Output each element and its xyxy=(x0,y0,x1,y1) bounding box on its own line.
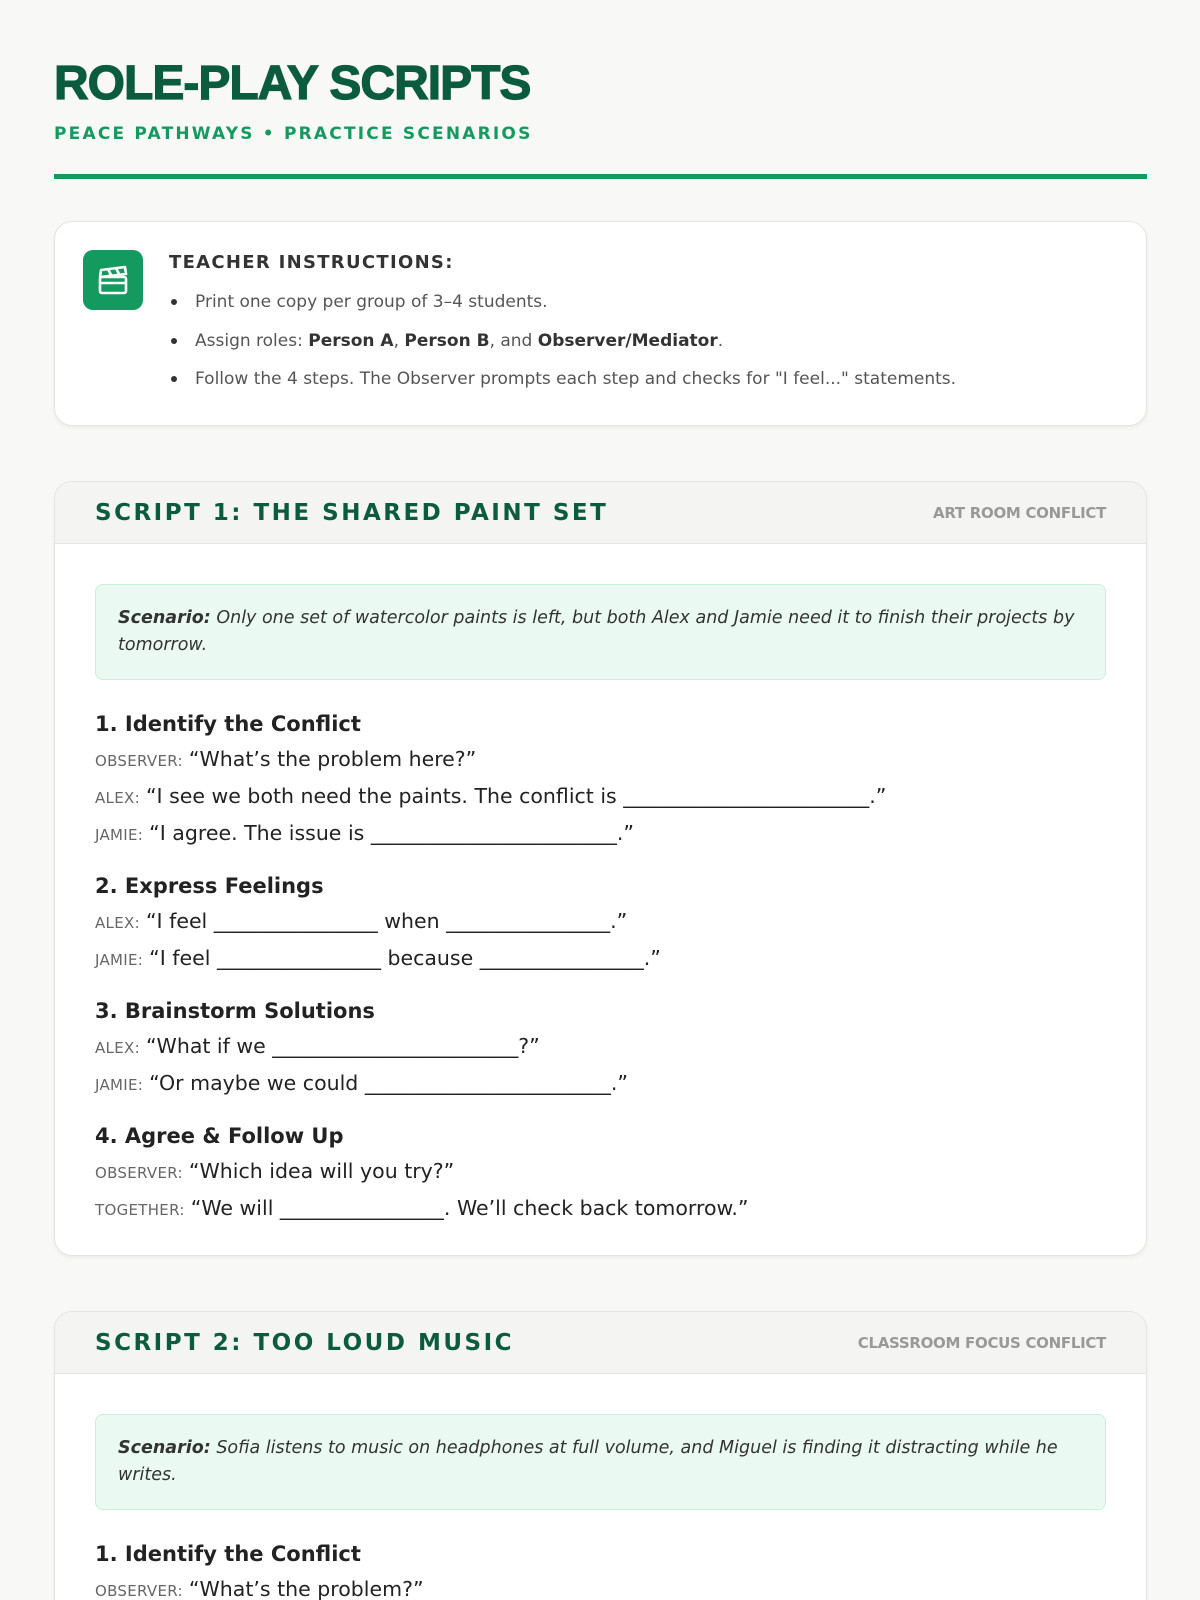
scenario-text: Sofia listens to music on headphones at full volume, and Miguel is finding it distracting while he writes. xyxy=(118,1438,1058,1485)
dialogue-text: “Which idea will you try?” xyxy=(188,1159,455,1183)
speaker-label: ALEX: xyxy=(95,1039,140,1057)
step xyxy=(95,997,1106,1103)
step xyxy=(95,1540,1106,1600)
dialogue-line xyxy=(95,742,1106,779)
teacher-instructions-card xyxy=(54,221,1147,426)
dialogue-text: “I feel ________________ when ________________.” xyxy=(145,909,628,933)
header-divider xyxy=(54,174,1147,179)
step-title: 1. Identify the Conflict xyxy=(95,712,361,736)
script-header xyxy=(55,482,1146,544)
role-person-b: Person B xyxy=(404,330,490,351)
instruction-item xyxy=(195,290,956,329)
step-title: 2. Express Feelings xyxy=(95,874,324,898)
speaker-label: OBSERVER: xyxy=(95,1164,183,1182)
role-observer: Observer/Mediator xyxy=(537,330,718,351)
clapperboard-icon xyxy=(83,250,143,310)
dialogue-text: “I see we both need the paints. The conflict is ________________________.” xyxy=(145,784,887,808)
step xyxy=(95,872,1106,978)
step xyxy=(95,1122,1106,1228)
script-title: SCRIPT 2: TOO LOUD MUSIC xyxy=(95,1329,515,1356)
speaker-label: JAMIE: xyxy=(95,826,144,844)
instruction-item xyxy=(195,367,956,406)
instruction-text: Follow the 4 steps. The Observer prompts each step and checks for "I feel..." statements. xyxy=(195,369,957,389)
scenario-label: Scenario: xyxy=(118,608,211,628)
step xyxy=(95,710,1106,853)
script-tag: ART ROOM CONFLICT xyxy=(933,503,1106,522)
dialogue-line xyxy=(95,1066,1106,1103)
speaker-label: ALEX: xyxy=(95,914,140,932)
dialogue-line xyxy=(95,1029,1106,1066)
speaker-label: TOGETHER: xyxy=(95,1201,185,1219)
script-card-1 xyxy=(54,481,1147,1256)
dialogue-text: “What if we ________________________?” xyxy=(145,1034,540,1058)
instruction-text: , xyxy=(393,330,405,351)
dialogue-line xyxy=(95,816,1106,853)
speaker-label: OBSERVER: xyxy=(95,752,183,770)
instruction-item xyxy=(195,329,956,368)
step-title: 4. Agree & Follow Up xyxy=(95,1124,344,1148)
instruction-text: Print one copy per group of 3–4 students. xyxy=(195,292,548,312)
dialogue-line xyxy=(95,779,1106,816)
instructions-list xyxy=(195,290,956,406)
speaker-label: JAMIE: xyxy=(95,951,144,969)
speaker-label: ALEX: xyxy=(95,789,140,807)
scenario-text: Only one set of watercolor paints is left, but both Alex and Jamie need it to finish their projects by tomorrow. xyxy=(118,608,1075,655)
script-card-2 xyxy=(54,1311,1147,1600)
dialogue-line xyxy=(95,1191,1106,1228)
script-header xyxy=(55,1312,1146,1374)
script-body xyxy=(55,1374,1146,1600)
dialogue-text: “I agree. The issue is ________________________.” xyxy=(149,821,634,845)
instructions-title: TEACHER INSTRUCTIONS: xyxy=(169,252,454,273)
scenario-box xyxy=(95,584,1106,680)
instruction-text: Assign roles: xyxy=(195,330,309,351)
instruction-text: , and xyxy=(489,330,538,351)
step-title: 3. Brainstorm Solutions xyxy=(95,999,375,1023)
dialogue-text: “We will ________________. We’ll check back tomorrow.” xyxy=(190,1196,749,1220)
scenario-box xyxy=(95,1414,1106,1510)
script-body xyxy=(55,544,1146,1228)
dialogue-text: “Or maybe we could ________________________.” xyxy=(149,1071,628,1095)
role-person-a: Person A xyxy=(308,330,394,351)
script-title: SCRIPT 1: THE SHARED PAINT SET xyxy=(95,499,609,526)
speaker-label: JAMIE: xyxy=(95,1076,144,1094)
dialogue-line xyxy=(95,941,1106,978)
dialogue-text: “I feel ________________ because ________________.” xyxy=(149,946,661,970)
dialogue-line xyxy=(95,1154,1106,1191)
speaker-label: OBSERVER: xyxy=(95,1582,183,1600)
scenario-label: Scenario: xyxy=(118,1438,211,1458)
dialogue-line xyxy=(95,1572,1106,1600)
page-title: ROLE-PLAY SCRIPTS xyxy=(54,57,531,110)
page-subtitle: PEACE PATHWAYS • PRACTICE SCENARIOS xyxy=(54,124,533,144)
step-title: 1. Identify the Conflict xyxy=(95,1542,361,1566)
instruction-text: . xyxy=(717,330,724,351)
dialogue-text: “What’s the problem?” xyxy=(188,1577,424,1600)
script-tag: CLASSROOM FOCUS CONFLICT xyxy=(857,1333,1106,1352)
dialogue-text: “What’s the problem here?” xyxy=(188,747,477,771)
dialogue-line xyxy=(95,904,1106,941)
